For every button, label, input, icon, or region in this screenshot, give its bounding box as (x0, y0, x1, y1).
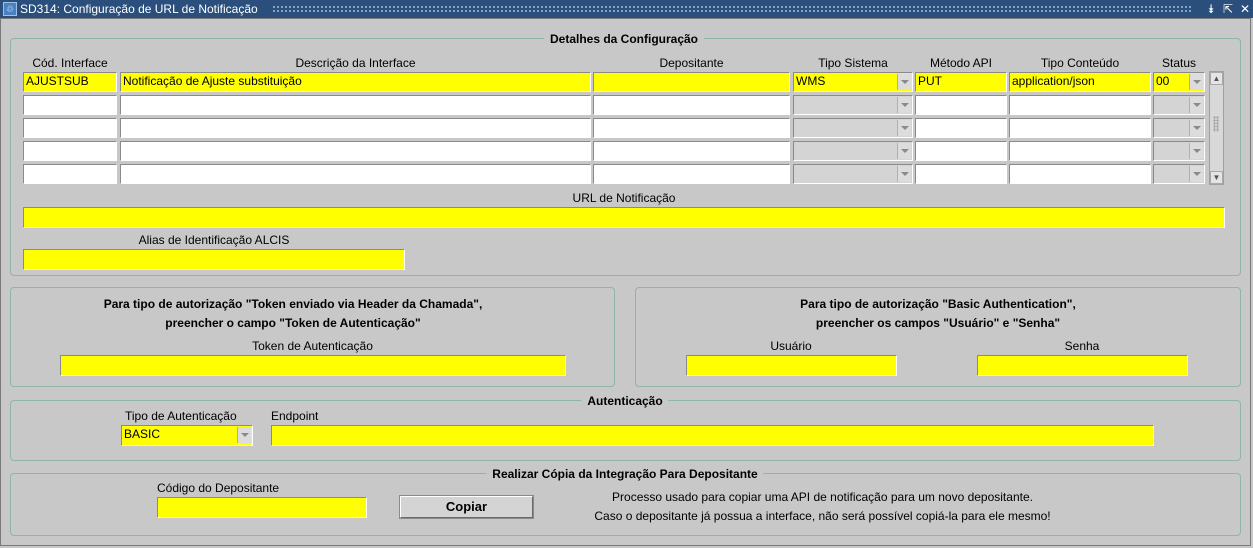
tipo-conteudo-field[interactable] (1009, 141, 1151, 161)
chevron-down-icon[interactable] (1189, 120, 1203, 136)
chevron-down-icon[interactable] (1189, 166, 1203, 182)
metodo-api-field[interactable] (915, 118, 1007, 138)
codigo-depositante-label: Código do Depositante (157, 481, 280, 495)
descricao-field[interactable]: Notificação de Ajuste substituição (120, 72, 591, 92)
col-header-cod: Cód. Interface (32, 56, 108, 70)
tipo-autenticacao-label: Tipo de Autenticação (125, 409, 237, 423)
senha-label: Senha (1064, 339, 1100, 353)
cod-interface-field[interactable]: AJUSTSUB (23, 72, 117, 92)
depositante-field[interactable] (593, 72, 790, 92)
descricao-field[interactable] (120, 118, 591, 138)
codigo-depositante-field[interactable] (157, 497, 367, 518)
token-label: Token de Autenticação (252, 339, 373, 353)
config-frame-title: Detalhes da Configuração (544, 32, 704, 46)
chevron-down-icon[interactable] (897, 143, 911, 159)
tipo-sistema-select[interactable] (793, 118, 913, 138)
url-label: URL de Notificação (572, 191, 676, 205)
depositante-field[interactable] (593, 118, 790, 138)
window-title: SD314: Configuração de URL de Notificação (20, 2, 258, 16)
chevron-down-icon[interactable] (897, 97, 911, 113)
col-header-metodo: Método API (929, 56, 993, 70)
tipo-sistema-select[interactable] (793, 164, 913, 184)
depositante-field[interactable] (593, 95, 790, 115)
metodo-api-field[interactable]: PUT (915, 72, 1007, 92)
table-scrollbar[interactable] (1209, 71, 1224, 185)
endpoint-label: Endpoint (271, 409, 319, 423)
tipo-conteudo-field[interactable]: application/json (1009, 72, 1151, 92)
app-icon: ♲ (3, 2, 17, 16)
chevron-down-icon[interactable] (1189, 97, 1203, 113)
titlebar-grip (272, 5, 1192, 13)
metodo-api-field[interactable] (915, 141, 1007, 161)
status-select[interactable] (1153, 95, 1205, 115)
token-instruction-line1: Para tipo de autorização "Token enviado via Header da Chamada", (103, 297, 483, 311)
descricao-field[interactable] (120, 141, 591, 161)
col-header-tipo-sistema: Tipo Sistema (818, 56, 888, 70)
col-header-depositante: Depositante (659, 56, 724, 70)
depositante-field[interactable] (593, 141, 790, 161)
usuario-label: Usuário (770, 339, 812, 353)
copy-info-line2: Caso o depositante já possua a interface, não será possível copiá-la para ele mesmo! (594, 509, 1051, 523)
scroll-grip-icon[interactable] (1213, 116, 1219, 132)
url-notificacao-field[interactable] (23, 207, 1225, 228)
token-instruction-line2: preencher o campo "Token de Autenticação" (165, 316, 421, 330)
scroll-up-icon[interactable]: ▲ (1210, 72, 1223, 85)
alias-alcis-field[interactable] (23, 249, 405, 270)
scroll-down-icon[interactable]: ▼ (1210, 171, 1223, 184)
cod-interface-field[interactable] (23, 141, 117, 161)
tipo-conteudo-field[interactable] (1009, 95, 1151, 115)
descricao-field[interactable] (120, 95, 591, 115)
basic-instruction-line1: Para tipo de autorização "Basic Authentication", (800, 297, 1076, 311)
col-header-status: Status (1161, 56, 1197, 70)
chevron-down-icon[interactable] (1189, 74, 1203, 90)
tipo-autenticacao-select[interactable] (121, 425, 253, 446)
auth-frame-title: Autenticação (581, 394, 668, 408)
usuario-field[interactable] (686, 355, 897, 376)
descricao-field[interactable] (120, 164, 591, 184)
senha-field[interactable] (977, 355, 1188, 376)
depositante-field[interactable] (593, 164, 790, 184)
chevron-down-icon[interactable] (1189, 143, 1203, 159)
cod-interface-field[interactable] (23, 95, 117, 115)
copiar-button[interactable]: Copiar (400, 496, 533, 518)
tipo-sistema-select[interactable] (793, 141, 913, 161)
col-header-tipo-conteudo: Tipo Conteúdo (1040, 56, 1120, 70)
tipo-conteudo-field[interactable] (1009, 118, 1151, 138)
chevron-down-icon[interactable] (237, 427, 251, 443)
cod-interface-field[interactable] (23, 118, 117, 138)
close-icon[interactable]: ✕ (1239, 2, 1251, 16)
metodo-api-field[interactable] (915, 164, 1007, 184)
basic-instruction-line2: preencher os campos "Usuário" e "Senha" (815, 316, 1061, 330)
endpoint-field[interactable] (271, 425, 1154, 446)
status-select[interactable] (1153, 72, 1205, 92)
metodo-api-field[interactable] (915, 95, 1007, 115)
maximize-icon[interactable]: ⇱ (1222, 2, 1234, 16)
chevron-down-icon[interactable] (897, 120, 911, 136)
status-select[interactable] (1153, 164, 1205, 184)
status-select[interactable] (1153, 118, 1205, 138)
alias-label: Alias de Identificação ALCIS (138, 233, 290, 247)
tipo-conteudo-field[interactable] (1009, 164, 1151, 184)
cod-interface-field[interactable] (23, 164, 117, 184)
chevron-down-icon[interactable] (897, 74, 911, 90)
col-header-desc: Descrição da Interface (295, 56, 416, 70)
minimize-icon[interactable]: ⯯ (1207, 2, 1215, 16)
status-value: 00 (1156, 74, 1170, 88)
tipo-autenticacao-value: BASIC (124, 427, 161, 441)
copy-frame-title: Realizar Cópia da Integração Para Depositante (486, 467, 763, 481)
copy-info-line1: Processo usado para copiar uma API de notificação para um novo depositante. (612, 490, 1033, 504)
tipo-sistema-select[interactable] (793, 72, 913, 92)
token-autenticacao-field[interactable] (60, 355, 566, 376)
tipo-sistema-select[interactable] (793, 95, 913, 115)
window-titlebar (0, 0, 1253, 18)
tipo-sistema-value: WMS (796, 74, 826, 88)
chevron-down-icon[interactable] (897, 166, 911, 182)
status-select[interactable] (1153, 141, 1205, 161)
